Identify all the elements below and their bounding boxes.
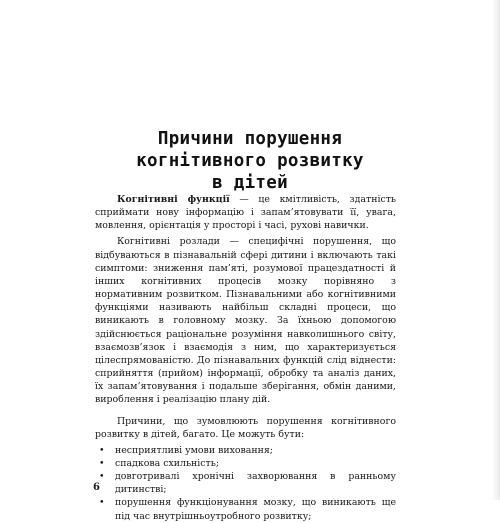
- page-edge-shadow: [492, 0, 500, 500]
- bullet-glyph: •: [99, 444, 105, 456]
- definition-text: — це кмітливість, здатність сприймати нову інформацію і запам’ятовувати її, увага, мовлення, орієнтація у просторі і часі, рухові навички.: [95, 194, 396, 232]
- heading-line-1: Причини порушення: [157, 129, 343, 149]
- chapter-heading: [0, 128, 500, 194]
- body-text: [95, 193, 396, 523]
- list-item: • довготривалі хронічні захворювання в ранньому дитинстві;: [99, 471, 396, 496]
- heading-line-2: когнітивного розвитку: [136, 151, 364, 171]
- paragraph-disorders: Когнітивні розлади — специфічні порушення, що відбуваються в пізнавальній сфері дитини і включають такі симптоми: зниження пам’яті, розумової працездатності й інших когнітивних процесів мозку порівняно з нормативним розвитком. Пізнавальними або когнітивними функціями називають найбільш складні процеси, що виникають в головному мозку. За їхньою допомогою здійснюється раціональне розуміння навколишнього світу, взаємозв’язок і взаємодія з ним, що характеризується цілеспрямованістю. До пізнавальних функцій слід віднести: сприйняття (прийом) інформації, обробку та аналіз даних, їх запам’ятовування і подальше зберігання, обмін даними, вироблення і реалізацію плану дій.: [95, 236, 396, 406]
- heading-line-3: в дітей: [212, 173, 288, 193]
- paragraph-causes: Причини, що зумовлюють порушення когнітивного розвитку в дітей, багато. Це можуть бути:: [95, 415, 396, 440]
- bullet-glyph: •: [99, 457, 105, 469]
- term-cognitive-functions: Когнітивні функції: [117, 194, 230, 205]
- list-item: • несприятливі умови виховання;: [99, 444, 273, 456]
- list-item: • порушення функціонування мозку, що виникають ще під час внутрішньоутробного розвитку;: [99, 497, 396, 522]
- causes-list: [95, 444, 396, 523]
- page-number: 6: [93, 482, 100, 493]
- list-item: • спадкова схильність;: [99, 457, 220, 469]
- paragraph-definition: [95, 193, 396, 232]
- bullet-glyph: •: [99, 497, 105, 509]
- bullet-glyph: •: [99, 471, 105, 483]
